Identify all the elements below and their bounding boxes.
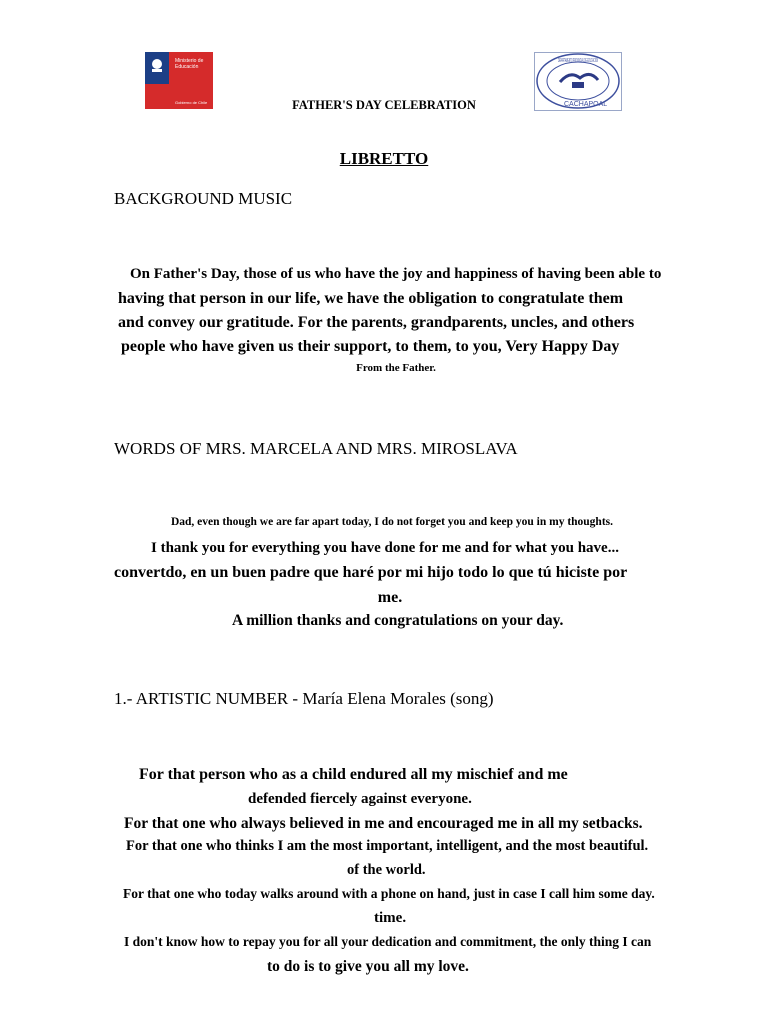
- paragraph3-line: I don't know how to repay you for all your dedication and commitment, the only thing I can: [124, 934, 652, 949]
- paragraph3-line: of the world.: [347, 862, 426, 878]
- paragraph2-line: me.: [377, 589, 403, 606]
- background-music-heading: BACKGROUND MUSIC: [114, 189, 293, 208]
- paragraph3-line: defended fiercely against everyone.: [248, 791, 472, 807]
- logo-left-line2: Educación: [175, 64, 199, 70]
- paragraph3-line: For that one who thinks I am the most important, intelligent, and the most beautiful.: [126, 838, 649, 854]
- libretto-title: LIBRETTO: [339, 149, 429, 168]
- paragraph3-line: For that one who always believed in me and encouraged me in all my setbacks.: [124, 815, 643, 832]
- paragraph3-line: For that person who as a child endured all my mischief and me: [139, 766, 568, 783]
- logo-right-arc: [558, 57, 598, 64]
- artistic-number-heading: [114, 689, 494, 709]
- paragraph3-line: For that one who today walks around with a phone on hand, just in case I call him some day.: [123, 886, 655, 901]
- paragraph2-line: Dad, even though we are far apart today, I do not forget you and keep you in my thoughts.: [170, 516, 614, 528]
- paragraph3-line: time.: [374, 910, 407, 926]
- paragraph1-line: From the Father.: [356, 362, 436, 374]
- logo-left-line1: Ministerio de: [175, 58, 204, 64]
- paragraph1-line: people who have given us their support, to them, to you, Very Happy Day: [121, 338, 620, 355]
- paragraph2-line: A million thanks and congratulations on your day.: [232, 612, 564, 629]
- paragraph2-line: I thank you for everything you have done for me and for what you have...: [151, 540, 619, 556]
- logo-left-line3: Gobierno de Chile: [175, 100, 208, 105]
- logo-right-bottom: CACHAPOAL: [564, 101, 608, 108]
- paragraph3-line: to do is to give you all my love.: [267, 958, 469, 975]
- artistic-number-name: María Elena Morales (song): [302, 689, 494, 708]
- paragraph1-line: On Father's Day, those of us who have the joy and happiness of having been able to: [130, 266, 662, 282]
- words-heading: WORDS OF MRS. MARCELA AND MRS. MIROSLAVA: [114, 439, 518, 458]
- paragraph2-line: convertdo, en un buen padre que haré por mi hijo todo lo que tú hiciste por: [114, 564, 628, 581]
- header-title: FATHER'S DAY CELEBRATION: [292, 98, 476, 112]
- paragraph1-line: and convey our gratitude. For the parents, grandparents, uncles, and others: [118, 314, 635, 331]
- paragraph1-line: having that person in our life, we have the obligation to congratulate them: [118, 290, 624, 307]
- artistic-number-prefix: 1.- ARTISTIC NUMBER -: [114, 689, 303, 708]
